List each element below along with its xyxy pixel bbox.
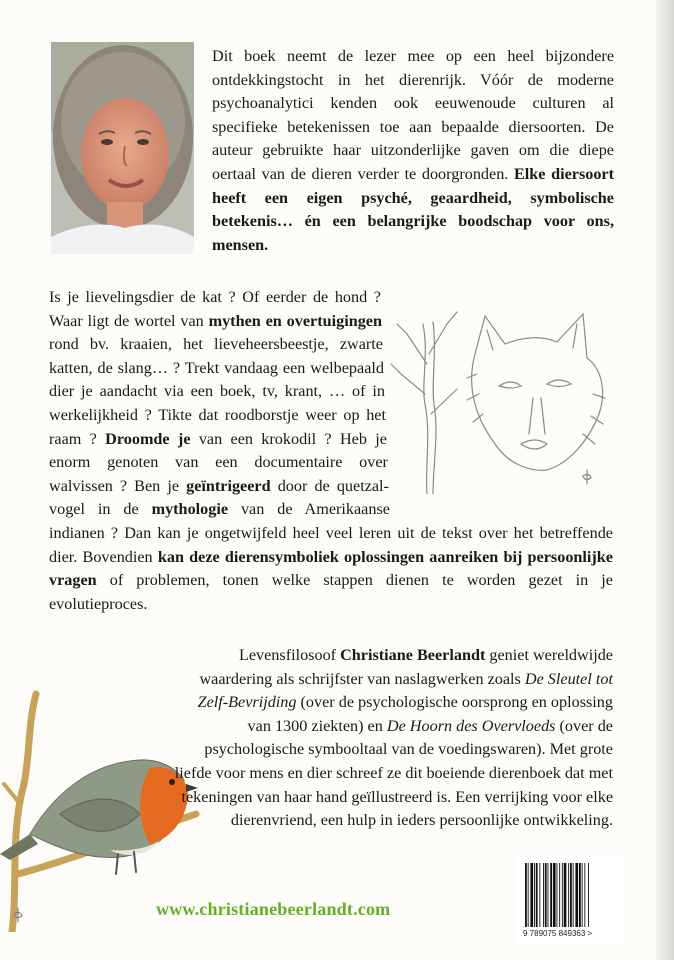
- middle-text-5: van de Amerikaanse indianen ? Dan kan je ongetwijfeld heel veel leren uit de tekst over het betreffende dier. Bovendien: [49, 500, 613, 566]
- book-title-1: De Sleutel tot Zelf-Bevrijding: [197, 669, 613, 712]
- barcode-bar: [562, 863, 563, 927]
- author-text-3: (over de psychologische oorsprong en oplossing van 1300 ziekten) en: [247, 693, 613, 735]
- barcode-bar: [543, 863, 544, 927]
- book-title-2: De Hoorn des Overvloeds: [386, 716, 556, 735]
- barcode-bar: [575, 863, 578, 927]
- wolf-drawing: [387, 294, 617, 506]
- barcode-bar: [548, 863, 549, 927]
- middle-bold-3: geïntrigeerd: [186, 476, 271, 495]
- middle-bold-1: mythen en overtuigingen: [208, 311, 382, 330]
- barcode-bar: [550, 863, 552, 927]
- author-text-4: (over de psychologische symbooltaal van de voedingswaren). Met grote liefde voor mens en dier schreef ze dit boeiende dierenboek dat met tekeningen van haar hand geïllustreerd is. Een verrijking voor elke dierenvriend, een hulp in ieders persoonlijke ontwikkeling.: [174, 716, 613, 830]
- barcode-bar: [525, 863, 527, 927]
- middle-text-2: rond bv. kraaien, het lieveheersbeestje, zwarte katten, de slang… ? Trekt vandaag een welbepaald dier je aandacht via een boek, tv, krant, … of in werkelijkheid ? Tikte dat roodborstje weer op het raam ?: [49, 335, 386, 448]
- intro-bold-text: Elke diersoort heeft een eigen psyché, geaardheid, symbolische betekenis… én een belangrijke boodschap voor ons, mensen.: [212, 164, 615, 254]
- intro-paragraph: [212, 45, 614, 257]
- barcode-bar: [557, 863, 558, 927]
- barcode-bar: [568, 863, 569, 927]
- middle-text-3: van een krokodil ? Heb je enorm genoten van een documentaire over walvissen ? Ben je: [49, 429, 388, 495]
- barcode-bar: [534, 863, 535, 927]
- intro-text: Dit boek neemt de lezer mee op een heel bijzondere ontdekkingstocht in het dierenrijk. Vóór de moderne psychoanalytici kenden ook eeuwenoude culturen al specifieke betekenissen toe aan bepaalde diersoorten. De auteur gebruikte haar uitzonderlijke gaven om die diepe oertaal van de dieren verder te doorgronden.: [212, 47, 614, 183]
- isbn-number: 9 789075 849363 >: [523, 929, 593, 938]
- middle-paragraph: [49, 286, 613, 616]
- author-name: Christiane Beerlandt: [340, 646, 486, 664]
- robin-drawing: [0, 664, 168, 932]
- barcode-bar: [553, 863, 556, 927]
- middle-text-4: door de quetzal-vogel in de: [49, 476, 389, 519]
- website-url: www.christianebeerlandt.com: [156, 899, 391, 919]
- author-photo: [51, 42, 194, 254]
- barcode-bar: [584, 863, 585, 927]
- isbn-barcode: [515, 855, 625, 945]
- middle-bold-4: mythologie: [151, 500, 229, 519]
- barcode-bar: [559, 863, 560, 927]
- middle-bold-5: kan deze dierensymboliek oplossingen aanreiken bij persoonlijke vragen: [49, 547, 613, 590]
- barcode-bar: [573, 863, 574, 927]
- middle-text-6: of problemen, tonen welke stappen dienen te worden gezet in je evolutieproces.: [49, 571, 613, 613]
- book-spine-edge: [656, 0, 674, 960]
- barcode-bar: [588, 863, 589, 927]
- barcode-bar: [564, 863, 567, 927]
- barcode-bar: [579, 863, 581, 927]
- barcode-bar: [536, 863, 538, 927]
- barcode-bar: [539, 863, 540, 927]
- middle-bold-2: Droomde je: [105, 429, 191, 448]
- barcode-bar: [570, 863, 572, 927]
- barcode-bar: [582, 863, 583, 927]
- author-text-2: geniet wereldwijde waardering als schrijfster van naslagwerken zoals: [199, 646, 613, 688]
- barcode-bar: [528, 863, 529, 927]
- middle-text-1: Is je lievelingsdier de kat ? Of eerder de hond ? Waar ligt de wortel van: [49, 288, 381, 330]
- barcode-bar: [530, 863, 533, 927]
- barcode-bar: [545, 863, 547, 927]
- author-text-1: Levensfilosoof: [238, 646, 341, 664]
